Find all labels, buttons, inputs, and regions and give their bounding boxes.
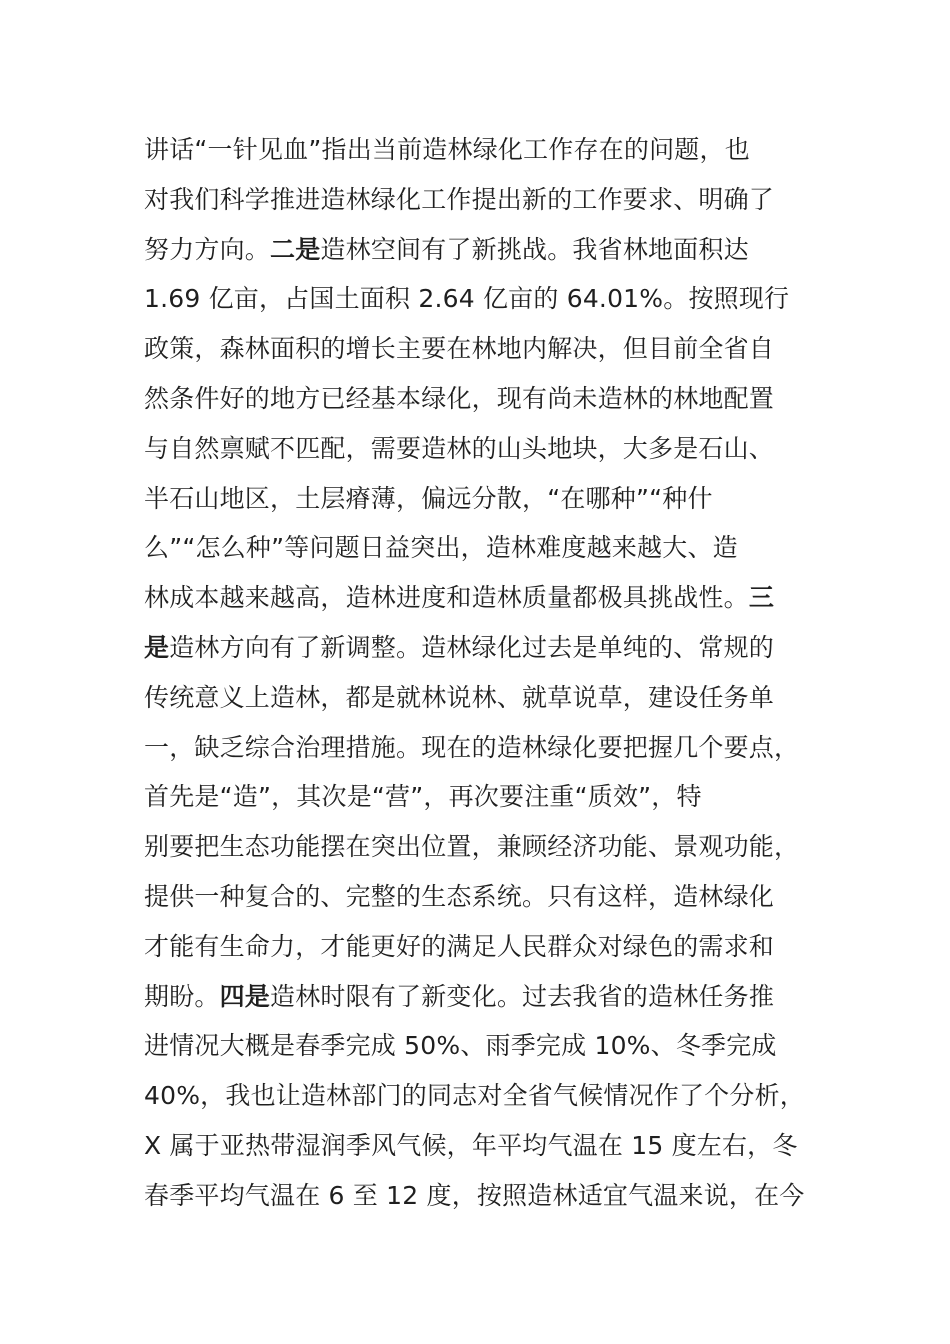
line-text: 别要把生态功能摆在突出位置，兼顾经济功能、景观功能， — [144, 832, 800, 862]
line-text: 提供一种复合的、完整的生态系统。只有这样，造林绿化 — [144, 881, 775, 911]
text-line-1 — [144, 125, 824, 175]
text-line-16 — [144, 872, 824, 922]
text-line-15 — [144, 822, 824, 872]
bold-heading-sishi: 四是 — [219, 981, 271, 1011]
line-text: 努力方向。 — [144, 234, 271, 264]
line-text: 对我们科学推进造林绿化工作提出新的工作要求、明确了 — [144, 184, 775, 214]
line-text: 与自然禀赋不匹配，需要造林的山头地块，大多是石山、 — [144, 433, 775, 463]
text-line-14 — [144, 772, 824, 822]
text-line-13 — [144, 723, 824, 773]
line-text: 林成本越来越高，造林进度和造林质量都极具挑战性。 — [144, 583, 749, 613]
line-text: 政策，森林面积的增长主要在林地内解决，但目前全省自 — [144, 334, 775, 364]
line-text: 讲话“一针见血”指出当前造林绿化工作存在的问题，也 — [144, 135, 750, 164]
text-line-7 — [144, 424, 824, 474]
text-line-12 — [144, 673, 824, 723]
line-text: 一，缺乏综合治理措施。现在的造林绿化要把握几个要点， — [144, 732, 800, 762]
text-line-17 — [144, 922, 824, 972]
line-text: 首先是“造”，其次是“营”，再次要注重“质效”，特 — [144, 782, 702, 812]
text-line-22 — [144, 1171, 824, 1221]
text-line-19 — [144, 1021, 824, 1071]
text-line-11 — [144, 623, 824, 673]
text-line-8 — [144, 474, 824, 524]
text-line-18 — [144, 972, 824, 1022]
line-text: 1.69 亿亩，占国土面积 2.64 亿亩的 64.01%。按照现行 — [144, 284, 790, 314]
body-paragraph — [144, 125, 824, 1221]
line-text: 半石山地区，土层瘠薄，偏远分散，“在哪种”“种什 — [144, 483, 713, 513]
line-text: 40%，我也让造林部门的同志对全省气候情况作了个分析， — [144, 1081, 805, 1111]
bold-heading-ershi: 二是 — [270, 234, 321, 264]
line-text: 么”“怎么种”等问题日益突出，造林难度越来越大、造 — [144, 533, 738, 563]
text-line-9 — [144, 523, 824, 573]
line-text: 进情况大概是春季完成 50%、雨季完成 10%、冬季完成 — [144, 1031, 777, 1061]
line-text: 造林方向有了新调整。造林绿化过去是单纯的、常规的 — [169, 632, 775, 662]
line-text: 春季平均气温在 6 至 12 度，按照造林适宜气温来说，在今 — [144, 1180, 805, 1210]
line-text: 传统意义上造林，都是就林说林、就草说草，建设任务单 — [144, 682, 775, 712]
bold-heading-sanshi-part1: 三 — [748, 583, 775, 613]
text-line-5 — [144, 324, 824, 374]
bold-heading-sanshi-part2: 是 — [144, 632, 170, 662]
text-line-2 — [144, 175, 824, 225]
text-line-21 — [144, 1121, 824, 1171]
line-text: 造林空间有了新挑战。我省林地面积达 — [320, 234, 749, 264]
line-text: 期盼。 — [144, 981, 220, 1011]
line-text: 才能有生命力，才能更好的满足人民群众对绿色的需求和 — [144, 931, 775, 961]
line-text: 然条件好的地方已经基本绿化，现有尚未造林的林地配置 — [144, 383, 775, 413]
line-text: X 属于亚热带湿润季风气候，年平均气温在 15 度左右，冬 — [144, 1130, 798, 1160]
text-line-4 — [144, 274, 824, 324]
text-line-10 — [144, 573, 824, 623]
text-line-6 — [144, 374, 824, 424]
text-line-3 — [144, 225, 824, 275]
text-line-20 — [144, 1071, 824, 1121]
line-text: 造林时限有了新变化。过去我省的造林任务推 — [270, 981, 775, 1011]
